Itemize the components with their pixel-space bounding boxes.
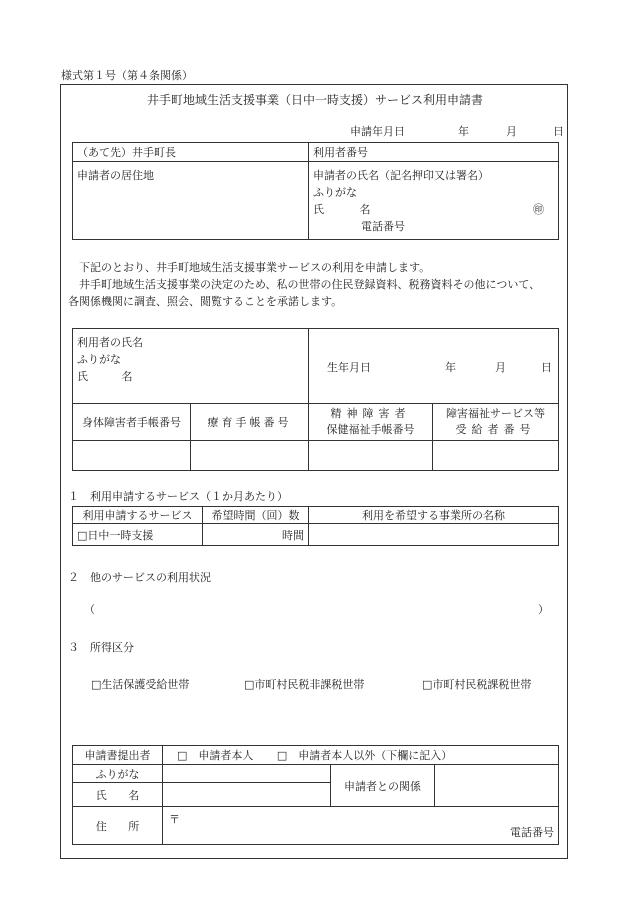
ryoiku-cert-label: 療育手帳番号 [207, 416, 292, 429]
birth-date-year: 年 [445, 361, 456, 374]
applicant-phone-label: 電話番号 [361, 220, 405, 233]
application-date-label: 申請年月日 [350, 125, 405, 138]
ryoiku-cert-input[interactable] [191, 441, 309, 471]
statement-line-2: 井手町地域生活支援事業の決定のため、私の世帯の住民登録資料、税務資料その他について、 [79, 278, 541, 291]
office-name-input[interactable] [309, 524, 559, 546]
birth-date-day: 日 [541, 361, 552, 374]
addressee-label: （あて先）井手町長 [73, 143, 309, 162]
relation-input[interactable] [435, 765, 559, 807]
submitter-shi-label: 氏 [95, 788, 107, 802]
service-table [72, 506, 559, 546]
submitter-table [72, 745, 559, 845]
submitter-name-label-cell [73, 783, 163, 807]
submitter-name-input[interactable] [163, 783, 331, 807]
birth-date-month: 月 [495, 361, 506, 374]
service-option-checkbox[interactable]: □日中一時支援 [73, 524, 203, 546]
other-services-paren-close: ） [538, 603, 549, 616]
birth-date-label: 生年月日 [327, 361, 371, 374]
mental-cert-label-1: 精神障害者 [330, 407, 411, 420]
applicant-furigana-label: ふりがな [313, 186, 357, 199]
residence-field[interactable] [73, 162, 309, 240]
col-hours-header: 希望時間（回）数 [203, 507, 309, 524]
mental-cert-label-2: 保健福祉手帳番号 [326, 423, 415, 436]
user-name-field[interactable] [73, 329, 309, 404]
user-shi-label: 氏 [77, 370, 88, 383]
mental-cert-input[interactable] [309, 441, 433, 471]
applicant-mei-label: 名 [359, 203, 371, 216]
applicant-name-field[interactable] [309, 162, 559, 240]
welfare-number-label-1: 障害福祉サービス等 [446, 407, 545, 420]
user-table [72, 328, 559, 471]
submitter-furigana-input[interactable] [163, 765, 331, 783]
welfare-number-header [433, 404, 559, 441]
submitter-phone-label: 電話番号 [510, 826, 555, 839]
submitter-other-checkbox[interactable]: □ 申請者本人以外（下欄に記入） [276, 749, 453, 762]
mental-cert-header [309, 404, 433, 441]
submitter-address-label-cell [73, 807, 163, 845]
other-services-input[interactable] [100, 600, 534, 618]
physical-cert-label: 身体障害者手帳番号 [73, 404, 191, 441]
section2-heading: ２ 他のサービスの利用状況 [68, 571, 211, 584]
submitter-address-label-1: 住 [95, 819, 107, 833]
form-title: 井手町地域生活支援事業（日中一時支援）サービス利用申請書 [146, 93, 483, 107]
statement-line-1: 下記のとおり、井手町地域生活支援事業サービスの利用を申請します。 [79, 261, 431, 274]
seal-mark: ㊞ [533, 203, 544, 216]
income-option-taxable[interactable]: □市町村民税課税世帯 [422, 678, 532, 691]
submitter-address-label-2: 所 [128, 819, 140, 833]
section3-heading: ３ 所得区分 [68, 641, 134, 654]
welfare-number-label-2: 受給者番号 [455, 423, 536, 436]
statement-line-3: 各関係機関に調査、照会、閲覧することを承諾します。 [68, 295, 343, 308]
submitter-mei-label: 名 [128, 788, 140, 802]
form-number: 様式第１号（第４条関係） [61, 69, 193, 82]
user-number-label: 利用者番号 [309, 143, 559, 162]
application-date-day[interactable]: 日 [553, 125, 564, 138]
col-office-header: 利用を希望する事業所の名称 [309, 507, 559, 524]
applicant-name-label: 申請者の氏名（記名押印又は署名） [313, 169, 489, 182]
income-option-nontaxable[interactable]: □市町村民税非課税世帯 [244, 678, 365, 691]
submitter-address-input[interactable] [163, 807, 559, 845]
birth-date-field[interactable] [309, 329, 559, 404]
applicant-shi-label: 氏 [313, 203, 324, 216]
postal-mark: 〒 [169, 813, 180, 826]
hours-input[interactable] [203, 524, 309, 546]
relation-label: 申請者との関係 [331, 765, 435, 807]
residence-label: 申請者の居住地 [77, 169, 154, 182]
application-date-year[interactable]: 年 [458, 125, 469, 138]
col-service-header: 利用申請するサービス [73, 507, 203, 524]
section1-heading: １ 利用申請するサービス（１か月あたり） [68, 490, 288, 503]
submitter-self-checkbox[interactable]: □ 申請者本人 [177, 749, 254, 762]
hours-unit: 時間 [282, 528, 304, 542]
submitter-options [163, 746, 559, 765]
user-furigana-label: ふりがな [77, 353, 121, 366]
other-services-paren-open: （ [84, 603, 95, 616]
application-date-month[interactable]: 月 [506, 125, 517, 138]
submitter-furigana-label: ふりがな [73, 765, 163, 783]
ryoiku-cert-header [191, 404, 309, 441]
user-name-label: 利用者の氏名 [77, 336, 143, 349]
income-option-welfare[interactable]: □生活保護受給世帯 [91, 678, 190, 691]
submitter-label: 申請書提出者 [73, 746, 163, 765]
applicant-table [72, 142, 559, 240]
user-mei-label: 名 [121, 370, 133, 383]
welfare-number-input[interactable] [433, 441, 559, 471]
physical-cert-input[interactable] [73, 441, 191, 471]
